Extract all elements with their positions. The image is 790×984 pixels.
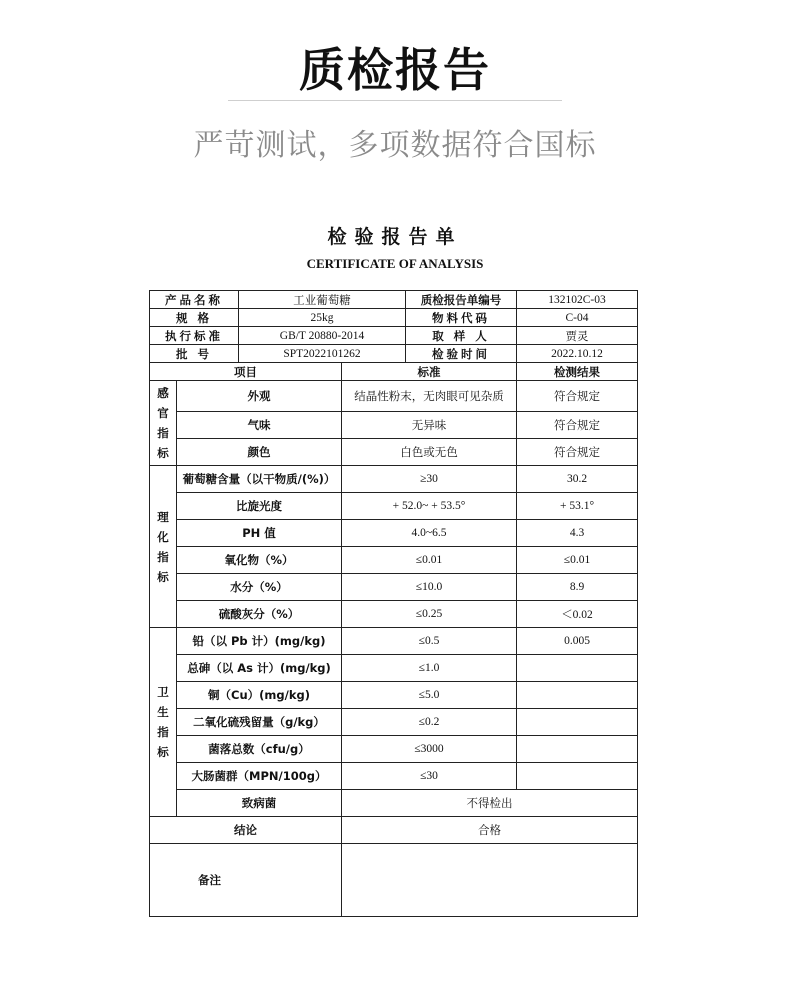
product-name-value: 工业葡萄糖 [239,291,406,309]
item-standard: ≤30 [342,763,517,790]
certificate-subtitle: CERTIFICATE OF ANALYSIS [306,256,484,271]
info-row-product [150,291,638,309]
item-result [517,763,638,790]
test-time-label: 检验时间 [406,345,517,363]
column-header-result: 检测结果 [517,363,638,381]
test-time-value: 2022.10.12 [517,345,638,363]
item-result [517,736,638,763]
table-row [150,736,638,763]
material-code-value: C-04 [517,309,638,327]
analysis-table [149,290,638,917]
table-row [150,520,638,547]
item-name: 菌落总数（cfu/g） [177,736,342,763]
item-name: 氧化物（%） [177,547,342,574]
remarks-value [342,844,638,917]
table-row [150,628,638,655]
table-row [150,682,638,709]
item-name: 颜色 [177,439,342,466]
item-name: 致病菌 [177,790,342,817]
item-result [517,709,638,736]
conclusion-label: 结论 [150,817,342,844]
info-row-standard [150,327,638,345]
item-name: 总砷（以 As 计）(mg/kg) [177,655,342,682]
item-standard: 4.0~6.5 [342,520,517,547]
item-standard: ≥30 [342,466,517,493]
remarks-label: 备注 [150,844,342,917]
item-name: 铜（Cu）(mg/kg) [177,682,342,709]
table-row [150,655,638,682]
item-name: 大肠菌群（MPN/100g） [177,763,342,790]
item-result: 0.005 [517,628,638,655]
item-result [517,655,638,682]
item-name: 铅（以 Pb 计）(mg/kg) [177,628,342,655]
info-row-spec [150,309,638,327]
column-header-standard: 标准 [342,363,517,381]
title-divider [228,100,562,101]
remarks-row [150,844,638,917]
table-row [150,574,638,601]
item-result: 4.3 [517,520,638,547]
item-name: 气味 [177,412,342,439]
spec-label: 规 格 [150,309,239,327]
item-name: PH 值 [177,520,342,547]
item-standard: ≤0.5 [342,628,517,655]
standard-value: GB/T 20880-2014 [239,327,406,345]
item-name: 外观 [177,381,342,412]
certificate-title: 检验报告单 [327,226,463,248]
standard-label: 执行标准 [150,327,239,345]
conclusion-row [150,817,638,844]
item-standard: ≤10.0 [342,574,517,601]
item-standard: ≤3000 [342,736,517,763]
pathogen-value: 不得检出 [342,790,638,817]
item-result: 符合规定 [517,439,638,466]
item-result: ＜0.02 [517,601,638,628]
table-row [150,493,638,520]
group-label-sensory: 感 官 指 标 [150,381,177,466]
sampler-value: 贾灵 [517,327,638,345]
item-name: 葡萄糖含量（以干物质/(%)） [177,466,342,493]
column-header-row [150,363,638,381]
item-result: + 53.1° [517,493,638,520]
table-row [150,547,638,574]
item-name: 硫酸灰分（%） [177,601,342,628]
group-label-physchem: 理 化 指 标 [150,466,177,628]
page-subtitle: 严苛测试，多项数据符合国标 [193,128,597,163]
item-result [517,682,638,709]
info-row-batch [150,345,638,363]
item-name: 水分（%） [177,574,342,601]
item-standard: ≤1.0 [342,655,517,682]
spec-value: 25kg [239,309,406,327]
item-result: 30.2 [517,466,638,493]
table-row [150,601,638,628]
batch-value: SPT2022101262 [239,345,406,363]
page-title: 质检报告 [299,43,491,97]
item-result: ≤0.01 [517,547,638,574]
table-row [150,412,638,439]
report-no-value: 132102C-03 [517,291,638,309]
item-result: 8.9 [517,574,638,601]
table-row [150,381,638,412]
item-standard: + 52.0~ + 53.5° [342,493,517,520]
item-standard: 白色或无色 [342,439,517,466]
item-result: 符合规定 [517,412,638,439]
table-row [150,790,638,817]
conclusion-value: 合格 [342,817,638,844]
item-standard: ≤5.0 [342,682,517,709]
item-name: 比旋光度 [177,493,342,520]
item-result: 符合规定 [517,381,638,412]
group-label-hygiene: 卫 生 指 标 [150,628,177,817]
batch-label: 批 号 [150,345,239,363]
column-header-item: 项目 [150,363,342,381]
table-row [150,709,638,736]
item-name: 二氧化硫残留量（g/kg） [177,709,342,736]
table-row [150,466,638,493]
sampler-label: 取 样 人 [406,327,517,345]
item-standard: ≤0.2 [342,709,517,736]
item-standard: ≤0.25 [342,601,517,628]
item-standard: 结晶性粉末，无肉眼可见杂质 [342,381,517,412]
table-row [150,439,638,466]
material-code-label: 物料代码 [406,309,517,327]
report-no-label: 质检报告单编号 [406,291,517,309]
item-standard: ≤0.01 [342,547,517,574]
item-standard: 无异味 [342,412,517,439]
table-row [150,763,638,790]
product-name-label: 产品名称 [150,291,239,309]
